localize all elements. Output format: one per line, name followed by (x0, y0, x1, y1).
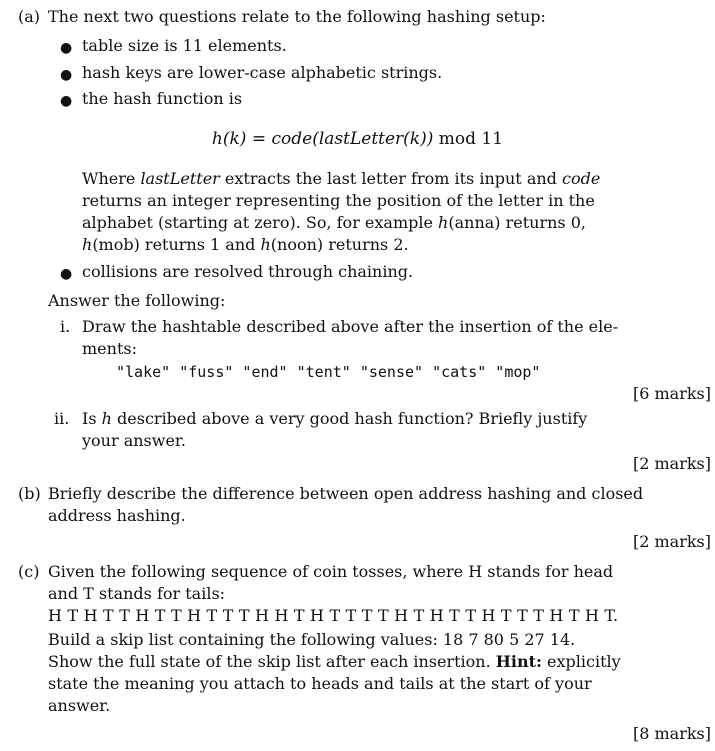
part-c-line-6: state the meaning you attach to heads and tails at the start of your (48, 674, 592, 693)
q-i-line-1: Draw the hashtable described above after the insertion of the ele- (82, 317, 619, 336)
part-c-label: (c) (18, 562, 40, 581)
h-term: h (101, 409, 112, 428)
q-i-label: i. (60, 317, 71, 336)
marks-q-i: [6 marks] (632, 384, 711, 403)
coin-sequence: H T H T T H T T H T T T H H T H T T T T H T H T T H T T T H T H T. (48, 606, 619, 625)
bullet-dot: ● (60, 93, 73, 109)
bullet-dot: ● (60, 266, 73, 282)
eq-mod: mod 11 (438, 129, 504, 149)
part-b-line-1: Briefly describe the difference between open address hashing and closed (48, 484, 644, 503)
bullet-dot: ● (60, 40, 73, 56)
code-term: code (562, 169, 601, 188)
part-a-label: (a) (18, 7, 41, 26)
where-text: extracts the last letter from its input and (224, 169, 557, 188)
bullet-hash-keys: hash keys are lower-case alphabetic strings. (82, 63, 443, 82)
part-c-text: Show the full state of the skip list after each insertion. (48, 652, 491, 671)
q-ii-label: ii. (54, 409, 70, 428)
answer-following: Answer the following: (48, 291, 226, 310)
where-line-4 (82, 236, 409, 255)
q-ii-text: Is (82, 409, 97, 428)
eq-equals: = (251, 129, 267, 149)
part-b-label: (b) (18, 484, 41, 503)
bullet-collisions: collisions are resolved through chaining. (82, 262, 414, 281)
where-text: (mob) returns 1 and (92, 235, 256, 254)
part-b-line-2: address hashing. (48, 506, 186, 525)
bullet-dot: ● (60, 67, 73, 83)
eq-arg: (lastLetter(k)) (312, 129, 434, 149)
h-term: h (82, 235, 93, 254)
where-line-3 (82, 214, 602, 233)
part-a-intro: The next two questions relate to the following hashing setup: (48, 7, 546, 26)
eq-lhs: h(k) (211, 129, 247, 149)
h-term: h (260, 235, 271, 254)
bullet-hash-function: the hash function is (82, 89, 243, 108)
hint-label: Hint: (495, 652, 542, 671)
part-c-line-2: and T stands for tails: (48, 584, 226, 603)
q-ii-text: described above a very good hash function? Briefly justify (117, 409, 588, 428)
where-text: alphabet (starting at zero). So, for example (82, 213, 433, 232)
q-ii-line-2: your answer. (82, 431, 186, 450)
where-text: Where (82, 169, 136, 188)
h-term: h (438, 213, 449, 232)
eq-code: code (271, 129, 313, 149)
where-line-2: returns an integer representing the position of the letter in the (82, 191, 595, 210)
elements-list: "lake" "fuss" "end" "tent" "sense" "cats" "mop" (116, 363, 541, 381)
bullet-table-size: table size is 11 elements. (82, 36, 287, 55)
part-c-line-5 (48, 653, 621, 672)
part-c-line-7: answer. (48, 696, 111, 715)
marks-part-c: [8 marks] (632, 724, 711, 743)
part-c-text: explicitly (547, 652, 621, 671)
marks-q-ii: [2 marks] (632, 454, 711, 473)
marks-part-b: [2 marks] (632, 532, 711, 551)
q-ii-line-1 (82, 410, 587, 429)
q-i-line-2: ments: (82, 339, 137, 358)
hash-equation (0, 129, 715, 149)
part-c-line-1: Given the following sequence of coin tosses, where H stands for head (48, 562, 614, 581)
lastletter-term: lastLetter (140, 169, 220, 188)
where-line-1 (82, 170, 602, 189)
where-text: (anna) returns 0, (448, 213, 586, 232)
where-text: (noon) returns 2. (270, 235, 409, 254)
part-c-line-4: Build a skip list containing the following values: 18 7 80 5 27 14. (48, 630, 576, 649)
